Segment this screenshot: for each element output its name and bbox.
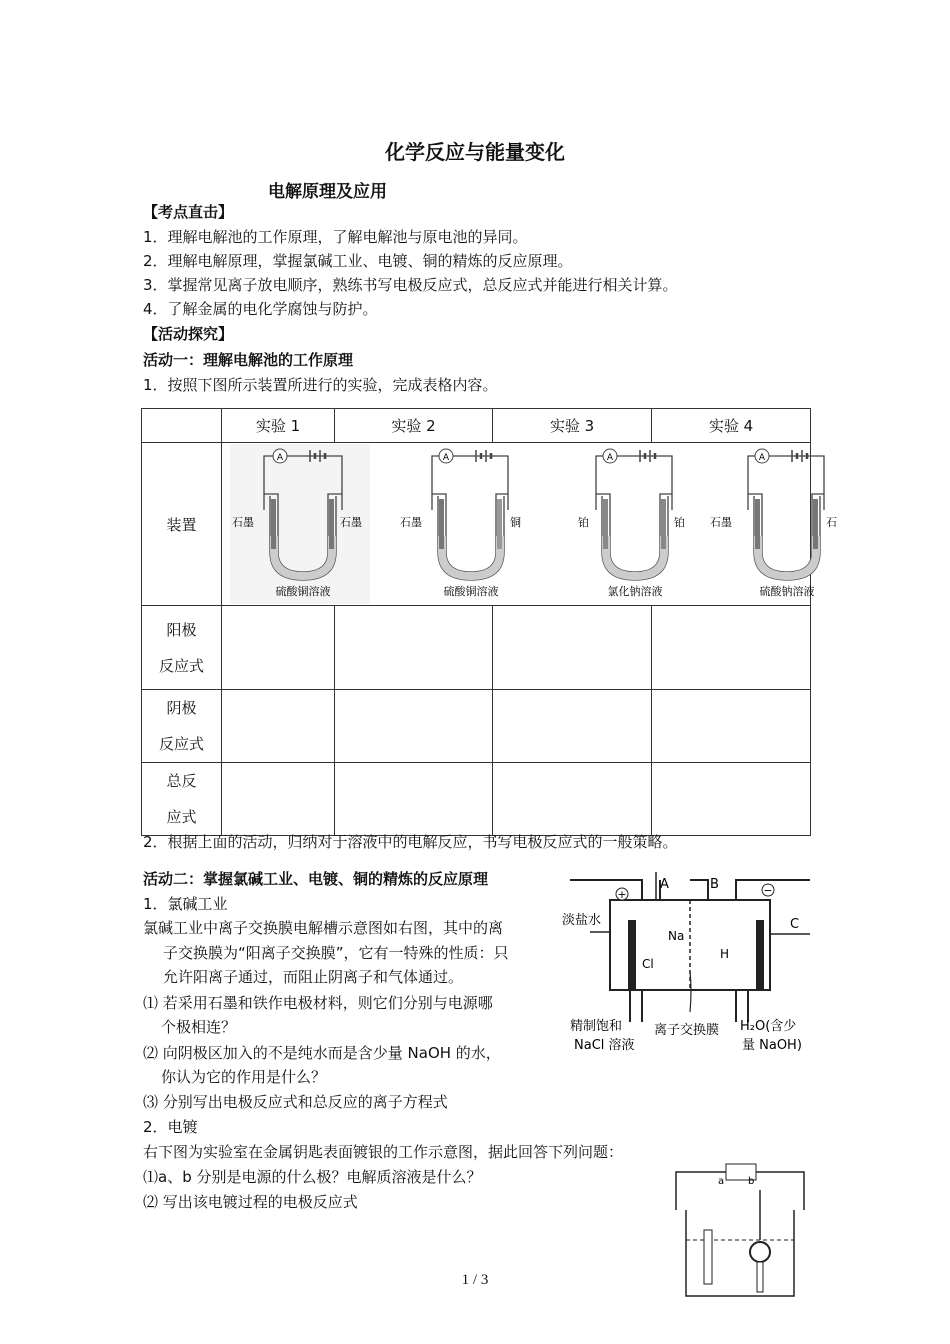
sodium-ion-label: Na: [668, 929, 685, 943]
electrode-right-label: 铜: [510, 516, 521, 529]
kaodian-heading: 【考点直击】: [143, 203, 234, 221]
chloralkali-cell-diagram: [560, 872, 820, 1062]
water-feed-label: H₂O(含少: [740, 1019, 797, 1034]
chloralkali-question: ⑵ 向阴极区加入的不是纯水而是含少量 NaOH 的水，: [143, 1044, 501, 1062]
outlet-c-label: C: [790, 917, 800, 932]
water-feed-label: 量 NaOH): [742, 1038, 802, 1053]
apparatus-3: [578, 449, 685, 598]
minus-icon: −: [763, 884, 773, 897]
row-label: 阳极 反应式: [142, 606, 222, 690]
answer-cell[interactable]: [493, 606, 652, 690]
plating-heading: 2．电镀: [143, 1118, 198, 1136]
table-header: 实验 2: [335, 409, 493, 443]
ammeter-icon: A: [442, 453, 450, 463]
chloralkali-desc: 子交换膜为“阳离子交换膜”，它有一特殊的性质：只: [163, 944, 509, 962]
device-label: 装置: [142, 443, 222, 606]
electrode-right-label: 铂: [674, 516, 685, 529]
table-header-row: [142, 409, 811, 443]
apparatus-drawings: [222, 444, 837, 604]
table-row-overall: [142, 763, 811, 836]
answer-cell[interactable]: [335, 690, 493, 763]
row-label: 总反 应式: [142, 763, 222, 836]
electrode-right-label: 石墨: [340, 516, 362, 529]
chloride-ion-label: Cl: [642, 957, 654, 971]
table-header: 实验 3: [493, 409, 652, 443]
chloralkali-question: 个极相连？: [161, 1018, 237, 1036]
terminal-a-label: a: [718, 1176, 725, 1187]
answer-cell[interactable]: [652, 690, 811, 763]
answer-cell[interactable]: [222, 763, 335, 836]
membrane-label: 离子交换膜: [654, 1023, 720, 1038]
answer-cell[interactable]: [335, 606, 493, 690]
answer-cell[interactable]: [493, 690, 652, 763]
table-header: 实验 4: [652, 409, 811, 443]
table-header: 实验 1: [222, 409, 335, 443]
feed-label: 精制饱和: [570, 1019, 623, 1034]
device-row: [142, 443, 811, 606]
kaodian-item: 1．理解电解池的工作原理，了解电解池与原电池的异同。: [143, 228, 528, 246]
apparatus-4: [710, 449, 837, 598]
solution-label: 硫酸铜溶液: [275, 585, 331, 598]
dilute-brine-label: 淡盐水: [562, 913, 602, 928]
electrode-left-label: 石墨: [232, 516, 254, 529]
plating-question: ⑴a、b 分别是电源的什么极？电解质溶液是什么？: [143, 1168, 482, 1186]
device-diagrams: [222, 443, 837, 606]
answer-cell[interactable]: [335, 763, 493, 836]
hydrogen-ion-label: H: [720, 947, 730, 961]
electrode-left-label: 石墨: [710, 516, 732, 529]
huodong-heading: 【活动探究】: [143, 325, 234, 343]
answer-cell[interactable]: [652, 606, 811, 690]
outlet-a-label: A: [660, 877, 669, 892]
solution-label: 氯化钠溶液: [607, 585, 663, 598]
chloralkali-desc: 氯碱工业中离子交换膜电解槽示意图如右图，其中的离: [143, 919, 504, 937]
ammeter-icon: A: [606, 453, 614, 463]
kaodian-item: 3．掌握常见离子放电顺序，熟练书写电极反应式，总反应式并能进行相关计算。: [143, 276, 678, 294]
answer-cell[interactable]: [652, 763, 811, 836]
answer-cell[interactable]: [222, 606, 335, 690]
kaodian-item: 2．理解电解原理，掌握氯碱工业、电镀、铜的精炼的反应原理。: [143, 252, 573, 270]
chloralkali-heading: 1．氯碱工业: [143, 895, 228, 913]
activity1-question2: 2．根据上面的活动，归纳对于溶液中的电解反应，书写电极反应式的一般策略。: [143, 833, 678, 851]
kaodian-item: 4．了解金属的电化学腐蚀与防护。: [143, 300, 378, 318]
plus-icon: +: [617, 888, 627, 901]
apparatus-1: [230, 444, 370, 604]
table-row-cathode: [142, 690, 811, 763]
plating-desc: 右下图为实验室在金属钥匙表面镀银的工作示意图，据此回答下列问题：: [143, 1143, 624, 1161]
answer-cell[interactable]: [222, 690, 335, 763]
chloralkali-question: ⑴ 若采用石墨和铁作电极材料，则它们分别与电源哪: [143, 994, 493, 1012]
answer-cell[interactable]: [493, 763, 652, 836]
activity1-title: 活动一：理解电解池的工作原理: [143, 351, 354, 369]
terminal-b-label: b: [748, 1176, 755, 1187]
page-title: 化学反应与能量变化: [385, 140, 565, 164]
page-number: 1 / 3: [461, 1272, 489, 1288]
chloralkali-desc: 允许阳离子通过，而阻止阴离子和气体通过。: [163, 968, 464, 986]
outlet-b-label: B: [710, 877, 719, 892]
table-row-anode: [142, 606, 811, 690]
chloralkali-question: 你认为它的作用是什么？: [161, 1068, 327, 1086]
row-label: 阴极 反应式: [142, 690, 222, 763]
experiment-table: [141, 408, 837, 836]
solution-label: 硫酸钠溶液: [759, 585, 815, 598]
electrode-left-label: 石墨: [400, 516, 422, 529]
ammeter-icon: A: [758, 453, 766, 463]
electrode-right-label: 石: [826, 516, 837, 529]
solution-label: 硫酸铜溶液: [443, 585, 499, 598]
page-subtitle: 电解原理及应用: [268, 182, 387, 202]
feed-label: NaCl 溶液: [574, 1038, 635, 1053]
electrode-left-label: 铂: [578, 516, 589, 529]
table-corner: [142, 409, 222, 443]
plating-question: ⑵ 写出该电镀过程的电极反应式: [143, 1193, 358, 1211]
chloralkali-question: ⑶ 分别写出电极反应式和总反应的离子方程式: [143, 1093, 448, 1111]
activity2-title: 活动二：掌握氯碱工业、电镀、铜的精炼的反应原理: [143, 870, 489, 888]
apparatus-2: [400, 449, 521, 598]
ammeter-icon: A: [276, 453, 284, 463]
activity1-question1: 1．按照下图所示装置所进行的实验，完成表格内容。: [143, 376, 498, 394]
